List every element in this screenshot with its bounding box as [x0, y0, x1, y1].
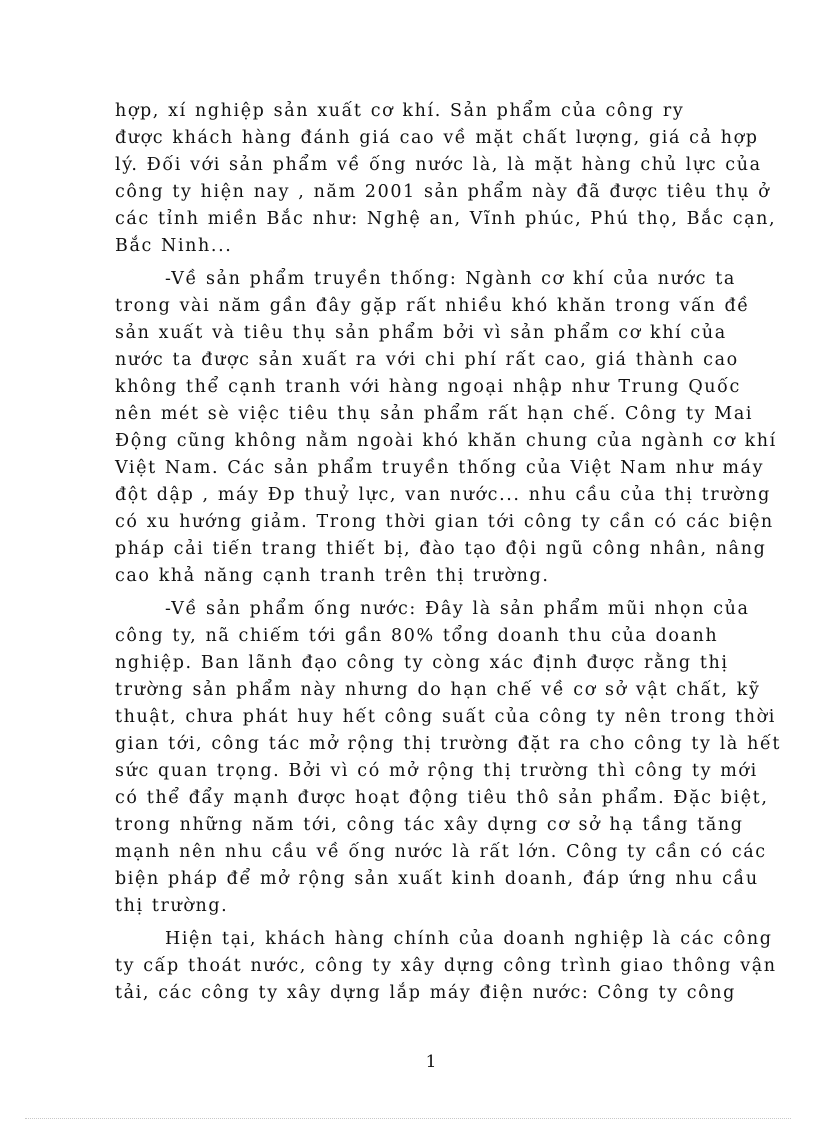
text-line: nên mét sè việc tiêu thụ sản phẩm rất hạn chế. Công ty Mai: [115, 404, 754, 424]
text-line: thuật, chưa phát huy hết công suất của công ty nên trong thời: [115, 707, 776, 727]
text-line: biện pháp để mở rộng sản xuất kinh doanh, đáp ứng nhu cầu: [115, 869, 759, 889]
text-line: được khách hàng đánh giá cao về mặt chất lượng, giá cả hợp: [115, 128, 759, 148]
paragraph-company-products: [115, 98, 777, 260]
text-line: -Về sản phẩm ống nước: Đây là sản phẩm mũi nhọn của: [165, 599, 750, 619]
paragraph-traditional-products: [115, 266, 777, 590]
document-body: [115, 98, 781, 1013]
page-number: 1: [425, 1052, 437, 1072]
text-line: nước ta được sản xuất ra với chi phí rất cao, giá thành cao: [115, 350, 739, 370]
text-line: sản xuất và tiêu thụ sản phẩm bởi vì sản phẩm cơ khí của: [115, 323, 727, 343]
page-bottom-divider: [25, 1118, 791, 1119]
paragraph-pipe-products: [115, 596, 781, 920]
text-line: có thể đẩy mạnh được hoạt động tiêu thô sản phẩm. Đặc biệt,: [115, 788, 769, 808]
text-line: mạnh nên nhu cầu về ống nước là rất lớn. Công ty cần có các: [115, 842, 767, 862]
paragraph-main-customers: [115, 926, 777, 1007]
text-line: trong vài năm gần đây gặp rất nhiều khó khăn trong vấn đề: [115, 296, 750, 316]
text-line: đột dập , máy Đp thuỷ lực, van nước... nhu cầu của thị trường: [115, 485, 771, 505]
text-line: trong những năm tới, công tác xây dựng cơ sở hạ tầng tăng: [115, 815, 744, 835]
text-line: sức quan trọng. Bởi vì có mở rộng thị trường thì công ty mới: [115, 761, 758, 781]
text-line: pháp cải tiến trang thiết bị, đào tạo đội ngũ công nhân, nâng: [115, 539, 767, 559]
text-line: nghiệp. Ban lãnh đạo công ty còng xác định được rằng thị: [115, 653, 729, 673]
text-line: công ty hiện nay , năm 2001 sản phẩm này đã được tiêu thụ ở: [115, 182, 771, 202]
text-line: Hiện tại, khách hàng chính của doanh nghiệp là các công: [165, 929, 773, 949]
text-line: Việt Nam. Các sản phẩm truyền thống của Việt Nam như máy: [115, 458, 765, 478]
text-line: tải, các công ty xây dựng lắp máy điện nước: Công ty công: [115, 983, 736, 1003]
text-line: các tỉnh miền Bắc như: Nghệ an, Vĩnh phúc, Phú thọ, Bắc cạn,: [115, 209, 777, 229]
text-line: cao khả năng cạnh tranh trên thị trường.: [115, 566, 550, 586]
text-line: công ty, nã chiếm tới gần 80% tổng doanh thu của doanh: [115, 626, 719, 646]
text-line: thị trường.: [115, 896, 229, 916]
text-line: Động cũng không nằm ngoài khó khăn chung của ngành cơ khí: [115, 431, 777, 451]
text-line: không thể cạnh tranh với hàng ngoại nhập như Trung Quốc: [115, 377, 741, 397]
text-line: ty cấp thoát nước, công ty xây dựng công trình giao thông vận: [115, 956, 777, 976]
text-line: -Về sản phẩm truyền thống: Ngành cơ khí của nước ta: [165, 269, 736, 289]
text-line: lý. Đối với sản phẩm về ống nước là, là mặt hàng chủ lực của: [115, 155, 762, 175]
text-line: trường sản phẩm này nhưng do hạn chế về cơ sở vật chất, kỹ: [115, 680, 761, 700]
text-line: gian tới, công tác mở rộng thị trường đặt ra cho công ty là hết: [115, 734, 781, 754]
text-line: hợp, xí nghiệp sản xuất cơ khí. Sản phẩm của công ry: [115, 101, 685, 121]
text-line: có xu hướng giảm. Trong thời gian tới công ty cần có các biện: [115, 512, 774, 532]
text-line: Bắc Ninh...: [115, 236, 233, 256]
